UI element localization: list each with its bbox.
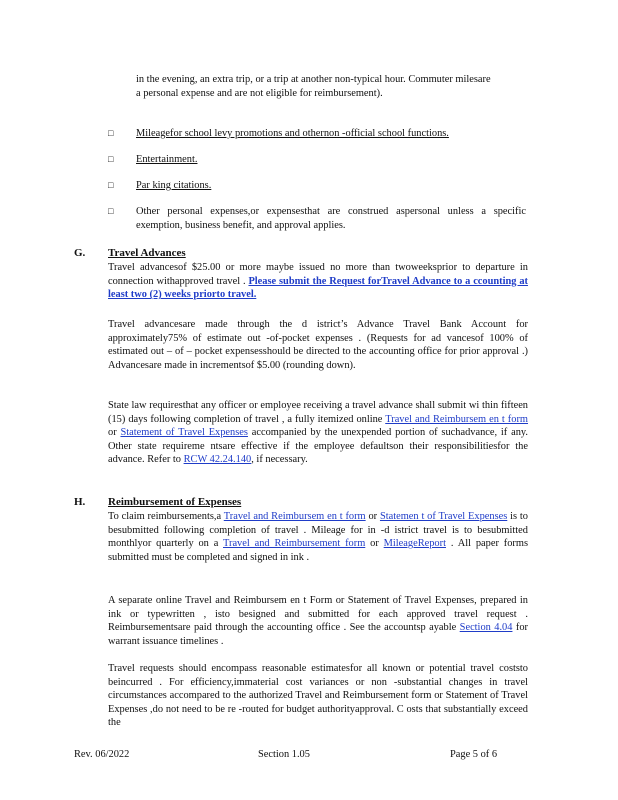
paragraph-text: for warrant issuance timelines . [108,622,529,647]
paragraph-text: or [368,511,378,522]
square-bullet-icon: □ [108,154,114,164]
section-h-paragraph-1 [108,510,528,564]
list-item-text: Entertainment. [136,154,198,165]
section-g-paragraph-2: Travel advancesare made through the d istrict’s Advance Travel Bank Account for approximately75% of estimate out -of-pocket expenses . (Requests for ad vancesof 100% of estimated out – of – pocket expensesshould be directed to the accounting office for prior approval .) Advancesare made in incrementsof $5.00 (rounding down). [108,319,528,371]
section-letter: G. [74,247,86,259]
paragraph-text: is to besubmitted following completion of travel . Mileage for in -d istrict travel is to besubmitted monthlyor quarterly on a [108,511,528,550]
intro-paragraph: in the evening, an extra trip, or a trip at another non-typical hour. Commuter milesare a personal expense and are not eligible for reimbursement). [136,74,491,99]
paragraph-text: State law requiresthat any officer or employee receiving a travel advance shall submit wi thin fifteen (15) days following completion of travel , a fully itemized online [108,400,528,425]
paragraph-text: or [370,538,379,550]
travel-reimbursement-form-link[interactable]: Travel and Reimbursem en t form [385,413,529,425]
section-h-paragraph-2 [108,594,528,648]
section-h-paragraph-3: Travel requests should encompass reasonable estimatesfor all known or potential travel coststo beincurred . For efficiency,immaterial cost variances or non -substantial changes in travel circumstances accompared to the authorized Travel and Reimbursement form or Statement of Travel Expenses ,do not need to be re -routed for budget authorityapproval. C osts that substantially exceed the [108,663,528,729]
paragraph-text: . All paper forms submitted must be completed and signed in ink . [108,538,528,563]
footer-section: Section 1.05 [258,749,310,760]
footer-revision: Rev. 06/2022 [74,749,130,760]
section-4-04-link[interactable]: Section 4.04 [459,622,513,634]
travel-advance-request-link[interactable]: Please submit the Request forTravel Advance to a ccounting at least two (2) weeks priorto travel. [108,275,529,301]
statement-travel-expenses-link[interactable]: Statemen t of Travel Expenses [379,511,508,522]
statement-travel-expenses-link[interactable]: Statement of Travel Expenses [120,427,248,439]
paragraph-text: or [108,427,117,439]
paragraph-text: A separate online Travel and Reimbursem en t Form or Statement of Travel Expenses, prepared in ink or typewritten , isto besigned and submitted for each approved travel request . Reimbursementsare paid through the accounting office . See the accountsp ayable [108,595,528,634]
list-item-text: Par king citations. [136,180,212,191]
travel-reimbursement-form-link[interactable]: Travel and Reimbursem en t form [223,511,366,522]
square-bullet-icon: □ [108,206,114,216]
list-item-text: Other personal expenses,or expensesthat are construed aspersonal unless a specific exemption, business benefit, and approval applies. [136,206,526,231]
square-bullet-icon: □ [108,180,114,190]
section-g-paragraph-3 [108,399,528,467]
list-item-text: Mileagefor school levy promotions and othernon -official school functions. [136,128,449,139]
section-heading: Reimbursement of Expenses [108,496,242,508]
rcw-link[interactable]: RCW 42.24.140 [183,454,252,466]
section-heading: Travel Advances [108,247,186,259]
mileage-report-link[interactable]: MileageReport [383,538,446,550]
paragraph-text: Travel advancesof $25.00 or more maybe issued no more than twoweeksprior to departure in connection withapproved travel . [108,262,528,287]
square-bullet-icon: □ [108,128,114,138]
travel-reimbursement-form-link[interactable]: Travel and Reimbursement form [223,538,366,550]
paragraph-text: To claim reimbursements,a [108,511,222,522]
footer-page-number: Page 5 of 6 [450,749,498,760]
section-letter: H. [74,496,86,508]
paragraph-text: accompanied by the unexpended portion of suchadvance, if any. Other state requireme ntsare effective if the employee defaultson their responsibilitiesfor the advance. Refer to [108,427,529,466]
paragraph-text: , if necessary. [251,454,308,466]
section-g-paragraph-1 [108,261,528,302]
